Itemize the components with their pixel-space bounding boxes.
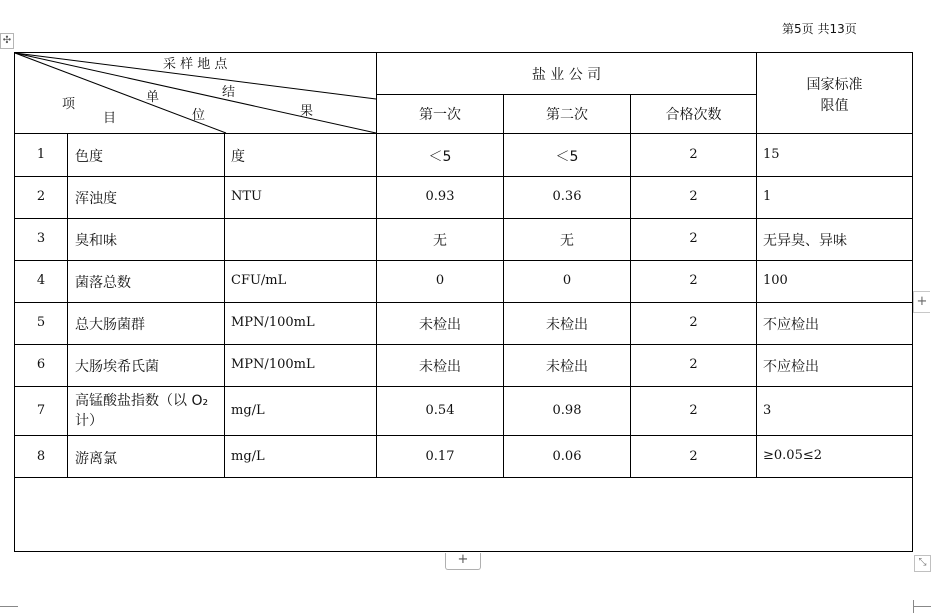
item-name: 色度 — [75, 149, 103, 165]
diag-result-2: 果 — [300, 104, 314, 119]
first-result: 0.54 — [425, 403, 455, 418]
margin-mark — [913, 600, 914, 613]
row-number: 4 — [36, 273, 46, 288]
add-row-plus-icon[interactable]: + — [913, 291, 930, 313]
item-name: 总大肠菌群 — [75, 317, 145, 333]
standard-limit: 1 — [763, 189, 772, 204]
pass-count: 2 — [689, 315, 698, 330]
pass-count: 2 — [689, 147, 698, 162]
standard-limit: 无异臭、异味 — [763, 233, 847, 249]
second-result: 0.06 — [552, 449, 582, 464]
item-name-line2: 计） — [75, 413, 103, 429]
item-name: 菌落总数 — [75, 275, 131, 291]
pass-count: 2 — [689, 231, 698, 246]
first-result: 未检出 — [419, 359, 461, 375]
unit: 度 — [231, 149, 245, 165]
row-number: 6 — [36, 357, 46, 372]
margin-mark — [913, 606, 931, 607]
standard-limit: 100 — [763, 273, 788, 288]
second-result: ＜5 — [555, 149, 579, 165]
unit: NTU — [231, 189, 263, 204]
second-result: 0.98 — [552, 403, 582, 418]
company-header: 盐 业 公 司 — [531, 67, 602, 83]
unit: mg/L — [231, 449, 265, 464]
standard-limit: ≥0.05≤2 — [763, 448, 823, 463]
row-number: 1 — [36, 147, 46, 162]
diag-unit-2: 位 — [192, 108, 206, 123]
item-name: 游离氯 — [75, 451, 117, 467]
first-result: 0 — [435, 273, 445, 288]
standard-header-line1: 国家标准 — [806, 77, 863, 93]
second-result: 无 — [560, 233, 574, 249]
first-result: 0.17 — [425, 449, 455, 464]
pass-count: 2 — [689, 357, 698, 372]
margin-mark — [0, 606, 18, 607]
pass-count: 2 — [689, 403, 698, 418]
diag-result: 结 — [222, 85, 236, 100]
first-result: 未检出 — [419, 317, 461, 333]
row-number: 7 — [36, 403, 46, 418]
diag-item: 项 — [62, 97, 76, 112]
pass-count-header: 合格次数 — [665, 107, 722, 123]
row-number: 8 — [36, 449, 46, 464]
standard-limit: 不应检出 — [763, 359, 819, 375]
first-result: 0.93 — [425, 189, 455, 204]
row-number: 5 — [36, 315, 46, 330]
first-result: 无 — [433, 233, 447, 249]
second-result: 未检出 — [546, 359, 588, 375]
standard-limit: 不应检出 — [763, 317, 819, 333]
move-icon[interactable]: ✣ — [0, 33, 14, 49]
diag-sampling-site: 采 样 地 点 — [163, 57, 228, 72]
first-result: ＜5 — [428, 149, 452, 165]
second-result: 0 — [562, 273, 572, 288]
add-column-plus-icon[interactable]: + — [445, 553, 481, 570]
first-header: 第一次 — [419, 107, 461, 123]
row-number: 2 — [36, 189, 46, 204]
pass-count: 2 — [689, 189, 698, 204]
standard-limit: 15 — [763, 147, 780, 162]
item-name: 浑浊度 — [75, 191, 117, 207]
item-name: 臭和味 — [75, 233, 117, 249]
row-number: 3 — [36, 231, 46, 246]
page-indicator: 第5页 共13页 — [782, 22, 857, 36]
second-result: 0.36 — [552, 189, 582, 204]
diag-unit: 单 — [146, 90, 160, 105]
pass-count: 2 — [689, 449, 698, 464]
standard-limit: 3 — [763, 403, 772, 418]
second-header: 第二次 — [546, 107, 588, 123]
unit: CFU/mL — [231, 273, 287, 288]
unit: MPN/100mL — [231, 315, 315, 330]
standard-header-line2: 限值 — [820, 98, 849, 114]
unit: MPN/100mL — [231, 357, 315, 372]
item-name: 大肠埃希氏菌 — [75, 359, 159, 375]
item-name-line1: 高锰酸盐指数（以 O₂ — [75, 393, 209, 409]
unit: mg/L — [231, 403, 265, 418]
diag-item-2: 目 — [103, 111, 117, 126]
pass-count: 2 — [689, 273, 698, 288]
second-result: 未检出 — [546, 317, 588, 333]
resize-icon[interactable]: ⤡ — [914, 555, 931, 572]
